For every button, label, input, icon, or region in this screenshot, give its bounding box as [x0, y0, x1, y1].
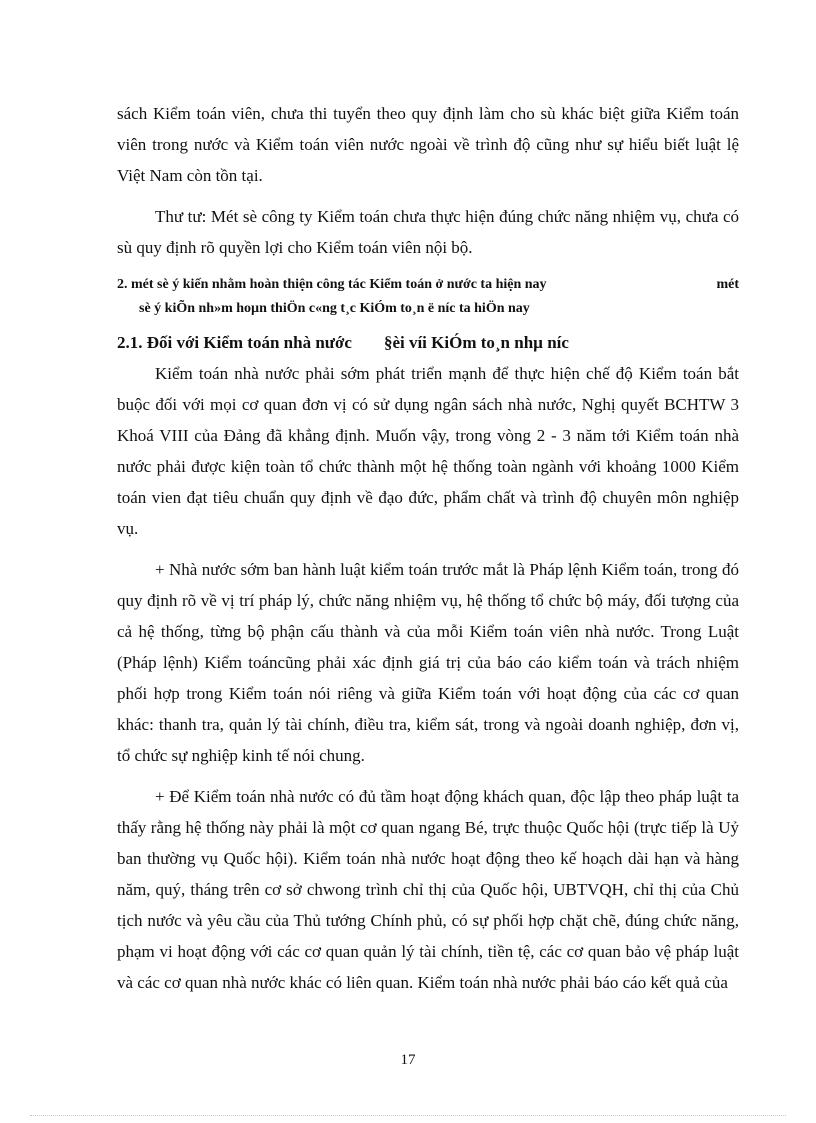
paragraph-state-audit: Kiểm toán nhà nước phải sớm phát triển mạnh để thực hiện chế độ Kiểm toán bắt buộc đối với mọi cơ quan đơn vị có sử dụng ngân sách nhà nước, Nghị quyết BCHTW 3 Khoá VIII của Đảng đã khẳng định. Muốn vậy, trong vòng 2 - 3 năm tới Kiểm toán nhà nước phải được kiện toàn tổ chức thành một hệ thống toàn ngành với khoảng 1000 Kiểm toán vien đạt tiêu chuẩn quy định về đạo đức, phẩm chất và trình độ chuyên môn nghiệp vụ.: [117, 364, 739, 538]
page-number: 17: [400, 1052, 416, 1068]
section-heading-2: [117, 273, 739, 321]
footer-divider: [30, 1115, 786, 1116]
paragraph-thu-tu: Thư tư: Mét sè công ty Kiểm toán chưa thực hiện đúng chức năng nhiệm vụ, chưa có sù quy định rõ quyền lợi cho Kiểm toán viên nội bộ.: [117, 207, 739, 257]
section-heading-2-1: [117, 327, 739, 358]
section-heading-2-garbled-start: mét: [716, 277, 739, 292]
section-heading-2-text: 2. mét sè ý kiến nhằm hoàn thiện công tác Kiểm toán ở nước ta hiện nay: [117, 277, 547, 292]
paragraph-audit-independence: + Để Kiểm toán nhà nước có đủ tầm hoạt động khách quan, độc lập theo pháp luật ta thấy rằng hệ thống này phải là một cơ quan ngang Bé, trực thuộc Quốc hội (trực tiếp là Uỷ ban thường vụ Quốc hội). Kiểm toán nhà nước hoạt động theo kế hoạch dài hạn và hàng năm, quý, tháng trên cơ sở chwong trình chỉ thị của Quốc hội, UBTVQH, chỉ thị của Chủ tịch nước và yêu cầu của Thủ tướng Chính phủ, có sự phối hợp chặt chẽ, đúng chức năng, phạm vi hoạt động với các cơ quan quản lý tài chính, tiền tệ, các cơ quan bảo vệ pháp luật và các cơ quan nhà nước khác có liên quan. Kiểm toán nhà nước phải báo cáo kết quả của: [117, 787, 739, 992]
paragraph-audit-law: + Nhà nước sớm ban hành luật kiểm toán trước mắt là Pháp lệnh Kiểm toán, trong đó quy định rõ về vị trí pháp lý, chức năng nhiệm vụ, hệ thống tổ chức bộ máy, đối tượng của cả hệ thống, từng bộ phận cấu thành và của mỗi Kiểm toán viên nhà nước. Trong Luật (Pháp lệnh) Kiểm toáncũng phải xác định giá trị của báo cáo kiểm toán và trách nhiệm phối hợp trong Kiểm toán nói riêng và giữa Kiểm toán với hoạt động của các cơ quan khác: thanh tra, quản lý tài chính, điều tra, kiểm sát, trong và ngoài doanh nghiệp, đơn vị, tổ chức sự nghiệp kinh tế nói chung.: [117, 560, 739, 765]
section-heading-2-1-text: 2.1. Đối với Kiểm toán nhà nước: [117, 333, 352, 352]
section-heading-2-1-garbled: §èi víi KiÓm to¸n nhµ níc: [383, 333, 569, 352]
section-heading-2-garbled: sè ý kiÕn nh»m hoµn thiÖn c«ng t¸c KiÓm to¸n ë níc ta hiÖn nay: [139, 301, 530, 316]
paragraph-continued: sách Kiểm toán viên, chưa thi tuyển theo quy định làm cho sù khác biệt giữa Kiểm toán viên trong nước và Kiểm toán viên nước ngoài về trình độ cũng như sự hiểu biết luật lệ Việt Nam còn tồn tại.: [117, 104, 739, 185]
document-page: [117, 98, 739, 1008]
